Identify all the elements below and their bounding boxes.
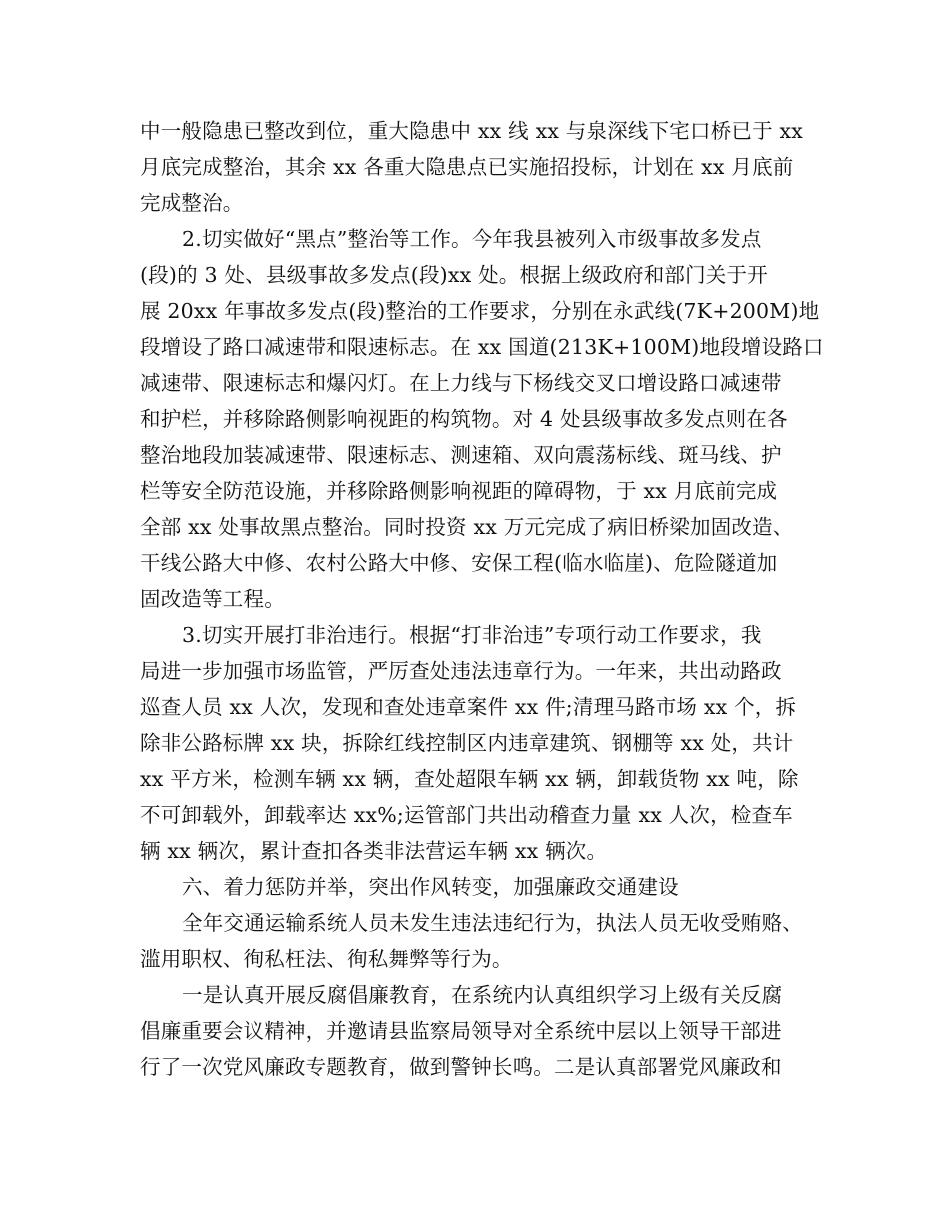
text-line: 局进一步加强市场监管，严厉查处违法违章行为。一年来，共出动路政: [140, 659, 782, 683]
text-line: 全部 xx 处事故黑点整治。同时投资 xx 万元完成了病旧桥梁加固改造、: [140, 515, 794, 539]
text-line: 滥用职权、徇私枉法、徇私舞弊等行为。: [140, 947, 513, 971]
text-line: 完成整治。: [140, 191, 244, 215]
text-line: 整治地段加装减速带、限速标志、测速箱、双向震荡标线、斑马线、护: [140, 443, 782, 467]
text-line: 干线公路大中修、农村公路大中修、安保工程(临水临崖)、危险隧道加: [140, 551, 778, 575]
text-line: 六、着力惩防并举，突出作风转变，加强廉政交通建设: [182, 875, 679, 899]
text-line: 2.切实做好“黑点”整治等工作。今年我县被列入市级事故多发点: [182, 227, 762, 251]
text-line: 不可卸载外，卸载率达 xx%;运管部门共出动稽查力量 xx 人次，检查车: [140, 803, 793, 827]
text-line: 和护栏，并移除路侧影响视距的构筑物。对 4 处县级事故多发点则在各: [140, 407, 788, 431]
text-line: (段)的 3 处、县级事故多发点(段)xx 处。根据上级政府和部门关于开: [140, 263, 768, 287]
text-line: 中一般隐患已整改到位，重大隐患中 xx 线 xx 与泉深线下宅口桥已于 xx: [140, 119, 804, 143]
text-line: xx 平方米，检测车辆 xx 辆，查处超限车辆 xx 辆，卸载货物 xx 吨，除: [140, 767, 799, 791]
text-line: 段增设了路口减速带和限速标志。在 xx 国道(213K+100M)地段增设路口: [140, 335, 824, 359]
text-line: 辆 xx 辆次，累计查扣各类非法营运车辆 xx 辆次。: [140, 839, 608, 863]
text-line: 全年交通运输系统人员未发生违法违纪行为，执法人员无收受贿赂、: [182, 911, 803, 935]
text-line: 一是认真开展反腐倡廉教育，在系统内认真组织学习上级有关反腐: [182, 983, 783, 1007]
text-line: 固改造等工程。: [140, 587, 285, 611]
text-line: 巡查人员 xx 人次，发现和查处违章案件 xx 件;清理马路市场 xx 个，拆: [140, 695, 797, 719]
document-body: [140, 113, 830, 1085]
text-line: 减速带、限速标志和爆闪灯。在上力线与下杨线交叉口增设路口减速带: [140, 371, 782, 395]
text-line: 展 20xx 年事故多发点(段)整治的工作要求，分别在永武线(7K+200M)地: [140, 299, 820, 323]
text-line: 倡廉重要会议精神，并邀请县监察局领导对全系统中层以上领导干部进: [140, 1019, 782, 1043]
text-line: 除非公路标牌 xx 块，拆除红线控制区内违章建筑、钢棚等 xx 处，共计: [140, 731, 794, 755]
text-line: 栏等安全防范设施，并移除路侧影响视距的障碍物，于 xx 月底前完成: [140, 479, 778, 503]
text-line: 行了一次党风廉政专题教育，做到警钟长鸣。二是认真部署党风廉政和: [140, 1055, 782, 1079]
text-line: 月底完成整治，其余 xx 各重大隐患点已实施招投标，计划在 xx 月底前: [140, 155, 794, 179]
text-line: 3.切实开展打非治违行。根据“打非治违”专项行动工作要求，我: [182, 623, 762, 647]
